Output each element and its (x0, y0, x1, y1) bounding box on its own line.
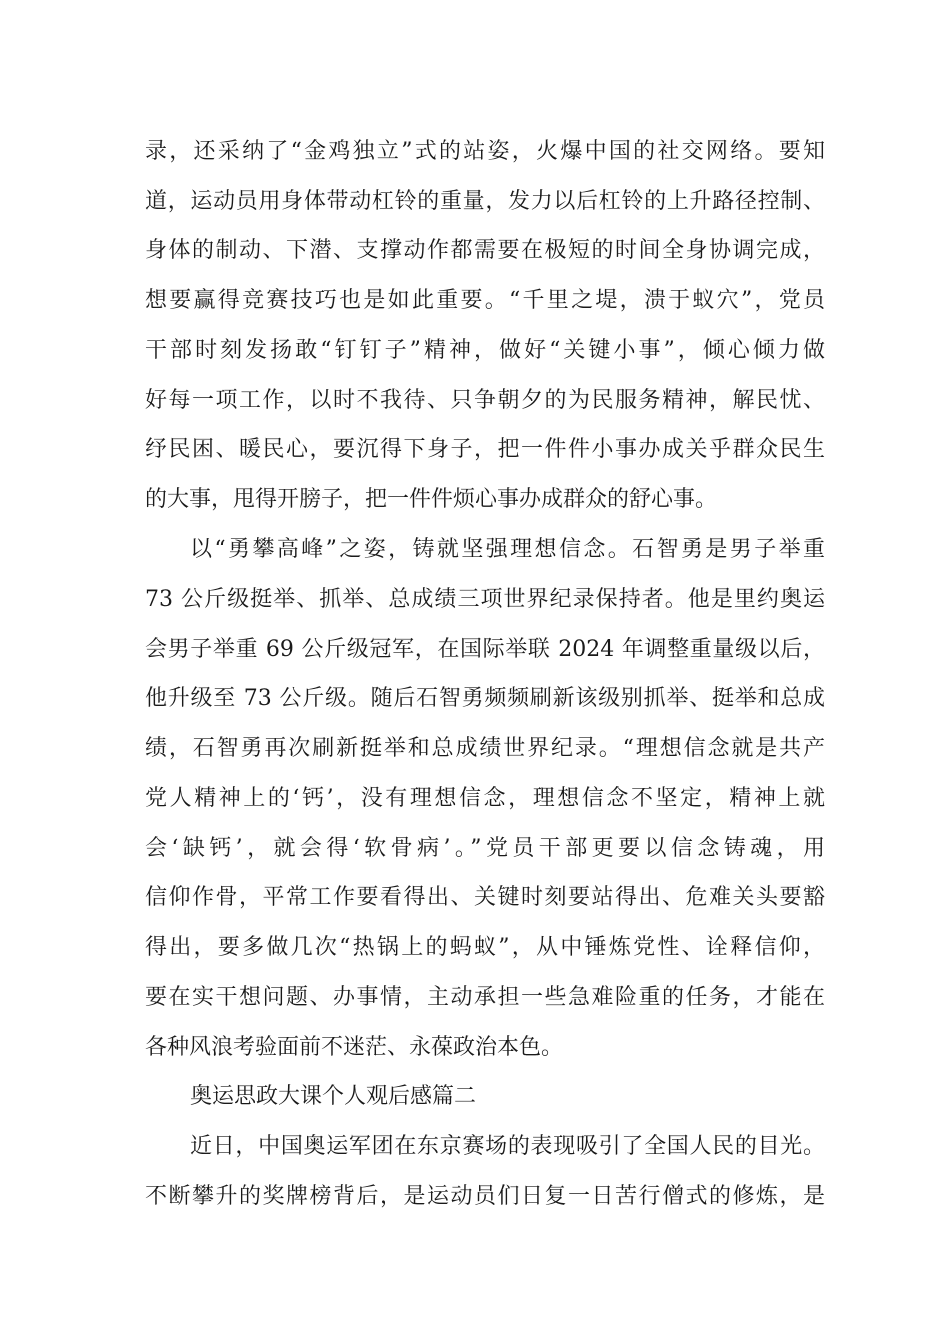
paragraph-line: 73 公斤级挺举、抓举、总成绩三项世界纪录保持者。他是里约奥运 (145, 587, 825, 612)
paragraph-line: 不断攀升的奖牌榜背后，是运动员们日复一日苦行僧式的修炼，是 (145, 1184, 825, 1209)
paragraph-line: 近日，中国奥运军团在东京赛场的表现吸引了全国人民的目光。 (190, 1134, 825, 1159)
paragraph-line: 会‘缺钙’，就会得‘软骨病’。”党员干部更要以信念铸魂，用 (145, 836, 825, 861)
paragraph-line: 想要赢得竞赛技巧也是如此重要。“千里之堤，溃于蚁穴”，党员 (145, 288, 825, 313)
paragraph-line: 身体的制动、下潜、支撑动作都需要在极短的时间全身协调完成， (145, 238, 825, 263)
paragraph-line: 的大事，甩得开膀子，把一件件烦心事办成群众的舒心事。 (145, 487, 718, 512)
paragraph-line: 以“勇攀高峰”之姿，铸就坚强理想信念。石智勇是男子举重 (190, 537, 825, 562)
paragraph-line: 绩，石智勇再次刷新挺举和总成绩世界纪录。“理想信念就是共产 (145, 736, 825, 761)
paragraph-line: 纾民困、暖民心，要沉得下身子，把一件件小事办成关乎群众民生 (145, 437, 825, 462)
paragraph-line: 录，还采纳了“金鸡独立”式的站姿，火爆中国的社交网络。要知 (145, 139, 825, 164)
paragraph-line: 会男子举重 69 公斤级冠军，在国际举联 2024 年调整重量级以后， (145, 637, 825, 662)
paragraph-line: 党人精神上的‘钙’，没有理想信念，理想信念不坚定，精神上就 (145, 786, 825, 811)
paragraph-line: 好每一项工作，以时不我待、只争朝夕的为民服务精神，解民忧、 (145, 388, 825, 413)
paragraph-line: 他升级至 73 公斤级。随后石智勇频频刷新该级别抓举、挺举和总成 (145, 686, 825, 711)
paragraph-line: 得出，要多做几次“热锅上的蚂蚁”，从中锤炼党性、诠释信仰， (145, 935, 825, 960)
paragraph-line: 干部时刻发扬敢“钉钉子”精神，做好“关键小事”，倾心倾力做 (145, 338, 825, 363)
paragraph-line: 各种风浪考验面前不迷茫、永葆政治本色。 (145, 1035, 564, 1060)
section-heading: 奥运思政大课个人观后感篇二 (190, 1084, 477, 1109)
paragraph-line: 道，运动员用身体带动杠铃的重量，发力以后杠铃的上升路径控制、 (145, 189, 825, 214)
paragraph-line: 信仰作骨，平常工作要看得出、关键时刻要站得出、危难关头要豁 (145, 885, 825, 910)
paragraph-line: 要在实干想问题、办事情，主动承担一些急难险重的任务，才能在 (145, 985, 825, 1010)
